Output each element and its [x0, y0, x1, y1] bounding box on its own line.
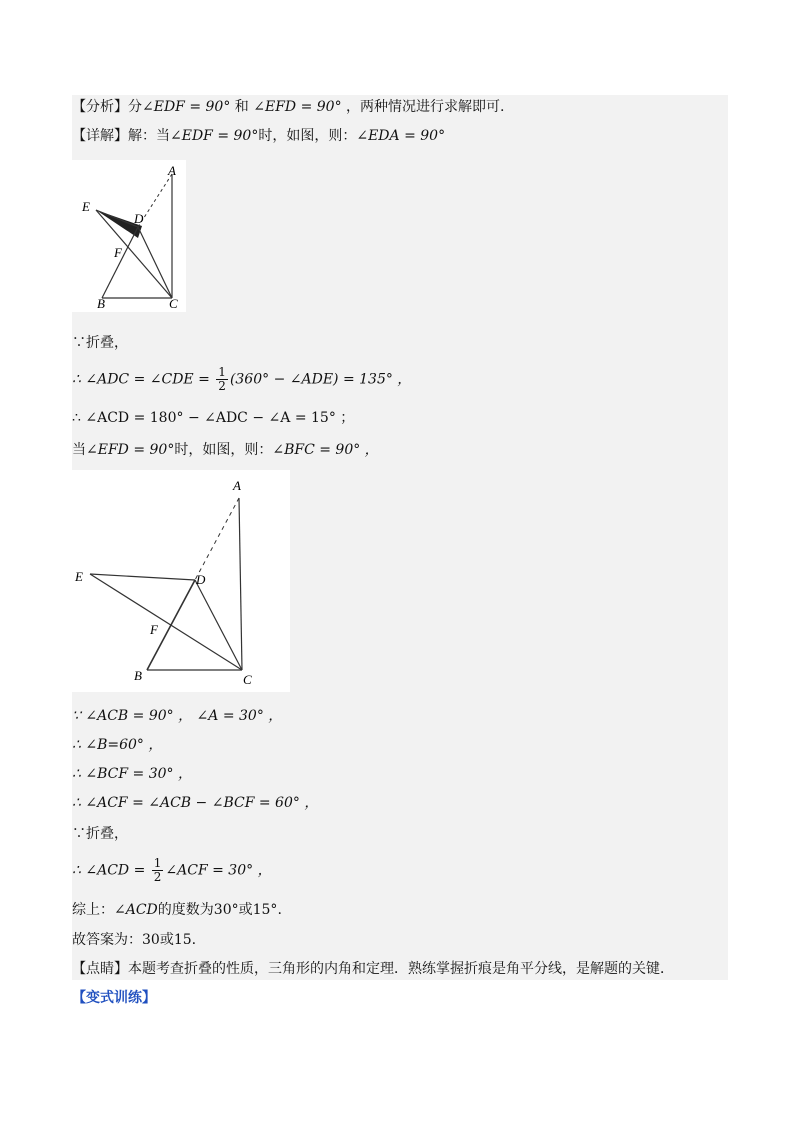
equation: ∠EFD = 90°	[86, 442, 175, 458]
line-ed	[90, 574, 195, 580]
label-a: A	[168, 163, 176, 178]
label-d: D	[196, 572, 206, 587]
equation: ∠EDA = 90°	[356, 128, 446, 144]
label-f: F	[150, 622, 158, 637]
figure-1	[72, 160, 186, 312]
numerator: 1	[218, 365, 226, 379]
analysis-text: ，两种情况进行求解即可.	[341, 99, 505, 115]
step-text: 当	[72, 442, 86, 458]
value: 15	[173, 932, 192, 948]
equation: ∠ACD	[114, 902, 158, 918]
step-line: ∵折叠，	[72, 335, 128, 351]
step-line: ∴ ∠ACD = 180° − ∠ADC − ∠A = 15° ；	[72, 410, 355, 426]
denominator: 2	[153, 870, 162, 884]
summary-line	[72, 900, 282, 920]
step-line: ∴ ∠BCF = 30° ，	[72, 766, 192, 782]
fraction	[216, 366, 228, 393]
summary-text: 综上：	[72, 902, 114, 918]
denominator: 2	[218, 379, 226, 393]
comment-line	[72, 959, 674, 979]
equation: ∴ ∠ADC = ∠CDE =	[72, 371, 215, 388]
answer-line	[72, 930, 196, 950]
value: 30	[142, 932, 160, 948]
step-text: 时，如图，则：	[174, 442, 273, 458]
label-f: F	[114, 245, 122, 260]
step-line: ∵折叠，	[72, 826, 128, 842]
answer-text: 或	[159, 932, 174, 948]
summary-text: 的度数为	[157, 902, 214, 918]
variant-training-label: 【变式训练】	[72, 990, 156, 1006]
line-ed	[96, 210, 138, 227]
line-dc	[138, 227, 172, 298]
equation: ∠EDF = 90°	[142, 99, 231, 115]
answer-text: .	[191, 932, 197, 948]
summary-text: .	[277, 902, 282, 918]
equation: (360° − ∠ADE) = 135° ，	[229, 371, 412, 388]
value: 30°	[213, 902, 239, 918]
line-dc	[195, 580, 242, 670]
label-a: A	[233, 478, 241, 493]
line-ac	[239, 498, 242, 670]
figure-1-diagram	[72, 160, 186, 312]
detail-text: 解：当	[128, 128, 170, 144]
detail-tag: 【详解】	[72, 128, 128, 144]
step-line-fraction	[72, 857, 272, 884]
label-e: E	[75, 569, 83, 584]
detail-line	[72, 126, 445, 146]
label-e: E	[82, 199, 90, 214]
label-d: D	[134, 211, 144, 226]
equation: ∠EFD = 90°	[253, 99, 342, 115]
value: 15°	[252, 902, 278, 918]
label-c: C	[243, 672, 252, 687]
comment-text: 本题考查折叠的性质，三角形的内角和定理．熟练掌握折痕是角平分线，是解题的关键．	[128, 961, 674, 977]
analysis-line	[72, 97, 505, 117]
answer-text: 故答案为：	[72, 932, 142, 948]
equation: ∴ ∠ACD =	[72, 862, 150, 879]
step-line: ∵ ∠ACB = 90° ， ∠A = 30° ，	[72, 708, 283, 724]
label-c: C	[169, 296, 178, 311]
figure-2-diagram	[72, 470, 290, 692]
analysis-tag: 【分析】	[72, 99, 128, 115]
figure-2	[72, 470, 290, 692]
equation: ∠BFC = 90° ，	[272, 442, 379, 458]
numerator: 1	[153, 856, 162, 870]
equation: ∠ACF = 30° ，	[165, 862, 272, 879]
detail-text: 时，如图，则：	[258, 128, 357, 144]
step-line-fraction	[72, 366, 411, 393]
step-line	[72, 440, 379, 460]
step-line: ∴ ∠ACF = ∠ACB − ∠BCF = 60° ，	[72, 795, 319, 811]
dashed-line-ad	[195, 498, 239, 580]
fraction	[152, 857, 164, 884]
label-b: B	[134, 668, 142, 683]
equation: ∠EDF = 90°	[170, 128, 259, 144]
line-ec	[90, 574, 242, 670]
analysis-text: 和	[230, 99, 254, 115]
summary-text: 或	[238, 902, 253, 918]
step-line: ∴ ∠B=60° ，	[72, 737, 163, 753]
analysis-text: 分	[128, 99, 142, 115]
comment-tag: 【点睛】	[72, 961, 128, 977]
label-b: B	[97, 296, 105, 311]
